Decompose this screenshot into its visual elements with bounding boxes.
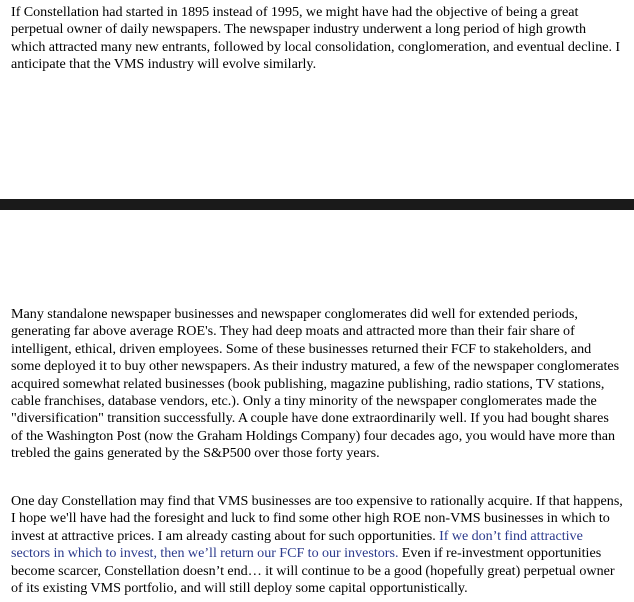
paragraph-newspaper-conglomerates: Many standalone newspaper businesses and newspaper conglomerates did well for extended periods, generating far above average ROE's. They had deep moats and attracted more than their fair share of intelligent, ethical, driven employees. Some of these businesses returned their FCF to stakeholders, and some deployed it to buy other newspapers. As their industry matured, a few of the newspaper conglomerates acquired somewhat related businesses (book publishing, magazine publishing, radio stations, TV stations, cable franchises, database vendors, etc.). Only a tiny minority of the newspaper conglomerates made the "diversification" transition successfully. A couple have done extraordinarily well. If you had bought shares of the Washington Post (now the Graham Holdings Company) four decades ago, you would have more than trebled the gains generated by the S&P500 over those forty years. (11, 306, 620, 462)
p3-sentence-3: Even if re-investment opportunities become scarcer, (11, 545, 602, 579)
section-divider-bar (0, 199, 634, 210)
paragraph-newspaper-analogy: If Constellation had started in 1895 instead of 1995, we might have had the objective of being a great perpetual owner of daily newspapers. The newspaper industry underwent a long period of high growth which attracted many new entrants, followed by local consolidation, conglomeration, and eventual decline. I anticipate that the VMS industry will evolve similarly. (11, 4, 621, 73)
p3-sentence-4: Constellation doesn’t end… it will continue to be a good (hopefully great) perpetual owner of its existing VMS portfolio, and will still deploy some capital opportunistically. (11, 562, 615, 597)
paragraph-future-capital-deployment (11, 493, 623, 597)
p3-sentence-return-fcf: If we don’t find attractive sectors in which to invest, then we’ll return our FCF to our investors. (11, 527, 583, 562)
p3-sentence-1: One day Constellation may find that VMS businesses are too expensive to rationally acquire. If that happens, I hope we'll have had the foresight and luck to find some other high ROE non-VMS businesses in which to invest at attractive prices. I am already casting about for such opportunities. (11, 493, 623, 544)
